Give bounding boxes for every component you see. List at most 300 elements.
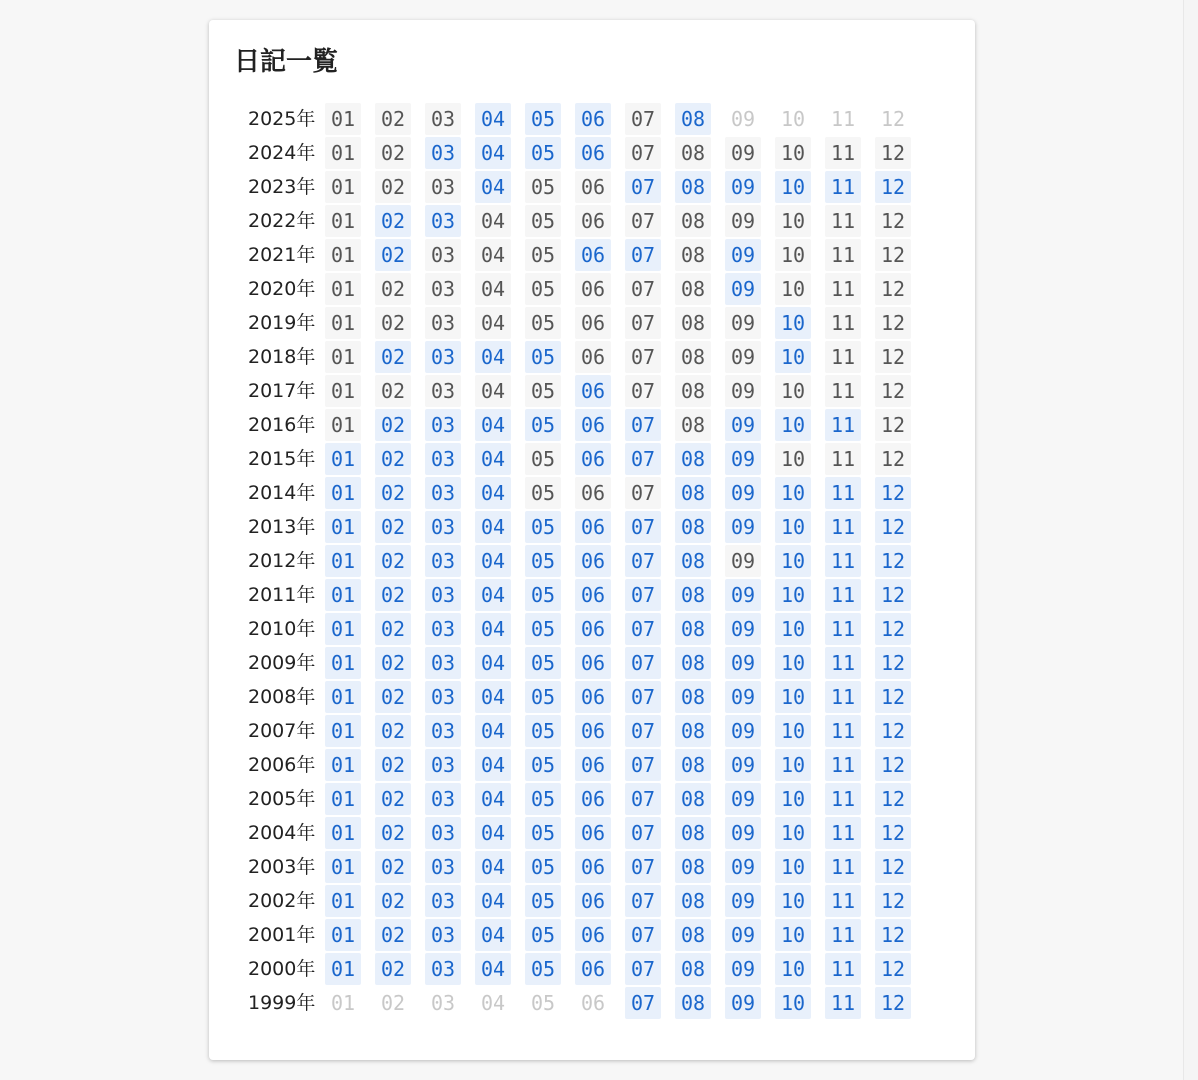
month-link-2005-02[interactable]: 02 bbox=[375, 783, 411, 815]
month-link-2006-01[interactable]: 01 bbox=[325, 749, 361, 781]
month-link-2007-04[interactable]: 04 bbox=[475, 715, 511, 747]
month-link-2021-07[interactable]: 07 bbox=[625, 239, 661, 271]
month-link-2005-01[interactable]: 01 bbox=[325, 783, 361, 815]
month-link-2012-10[interactable]: 10 bbox=[775, 545, 811, 577]
month-link-2015-03[interactable]: 03 bbox=[425, 443, 461, 475]
month-cell-2020-12: 12 bbox=[875, 273, 911, 305]
month-link-2024-04[interactable]: 04 bbox=[475, 137, 511, 169]
month-link-2002-01[interactable]: 01 bbox=[325, 885, 361, 917]
month-link-2012-07[interactable]: 07 bbox=[625, 545, 661, 577]
month-cell-2020-08: 08 bbox=[675, 273, 711, 305]
month-link-2003-01[interactable]: 01 bbox=[325, 851, 361, 883]
month-cell-2019-05: 05 bbox=[525, 307, 561, 339]
month-link-2009-06[interactable]: 06 bbox=[575, 647, 611, 679]
month-link-2010-05[interactable]: 05 bbox=[525, 613, 561, 645]
year-row-2000 bbox=[248, 952, 925, 986]
month-link-1999-07[interactable]: 07 bbox=[625, 987, 661, 1019]
month-link-2011-07[interactable]: 07 bbox=[625, 579, 661, 611]
year-row-2005 bbox=[248, 782, 925, 816]
month-link-2003-10[interactable]: 10 bbox=[775, 851, 811, 883]
month-link-2002-11[interactable]: 11 bbox=[825, 885, 861, 917]
month-link-2004-05[interactable]: 05 bbox=[525, 817, 561, 849]
month-cell-2020-05: 05 bbox=[525, 273, 561, 305]
month-link-2000-03[interactable]: 03 bbox=[425, 953, 461, 985]
month-link-2000-04[interactable]: 04 bbox=[475, 953, 511, 985]
month-link-2004-09[interactable]: 09 bbox=[725, 817, 761, 849]
month-link-1999-11[interactable]: 11 bbox=[825, 987, 861, 1019]
month-link-1999-08[interactable]: 08 bbox=[675, 987, 711, 1019]
year-row-1999 bbox=[248, 986, 925, 1020]
month-link-2021-09[interactable]: 09 bbox=[725, 239, 761, 271]
month-link-2002-07[interactable]: 07 bbox=[625, 885, 661, 917]
year-suffix: 年 bbox=[296, 550, 316, 572]
month-link-2004-04[interactable]: 04 bbox=[475, 817, 511, 849]
month-link-2005-04[interactable]: 04 bbox=[475, 783, 511, 815]
month-link-2024-03[interactable]: 03 bbox=[425, 137, 461, 169]
month-cell-2019-06: 06 bbox=[575, 307, 611, 339]
year-label bbox=[248, 850, 325, 884]
year-label bbox=[248, 714, 325, 748]
month-link-2006-02[interactable]: 02 bbox=[375, 749, 411, 781]
month-link-2007-03[interactable]: 03 bbox=[425, 715, 461, 747]
month-link-2008-07[interactable]: 07 bbox=[625, 681, 661, 713]
month-link-2003-04[interactable]: 04 bbox=[475, 851, 511, 883]
month-link-2006-11[interactable]: 11 bbox=[825, 749, 861, 781]
year-number: 2008 bbox=[248, 686, 297, 708]
month-link-2012-03[interactable]: 03 bbox=[425, 545, 461, 577]
month-link-2022-02[interactable]: 02 bbox=[375, 205, 411, 237]
year-row-2002 bbox=[248, 884, 925, 918]
month-link-2013-05[interactable]: 05 bbox=[525, 511, 561, 543]
month-link-2021-02[interactable]: 02 bbox=[375, 239, 411, 271]
month-link-2015-07[interactable]: 07 bbox=[625, 443, 661, 475]
month-link-2008-05[interactable]: 05 bbox=[525, 681, 561, 713]
month-link-1999-10[interactable]: 10 bbox=[775, 987, 811, 1019]
month-cell-2024-09: 09 bbox=[725, 137, 761, 169]
month-cell-2018-01: 01 bbox=[325, 341, 361, 373]
month-link-2000-10[interactable]: 10 bbox=[775, 953, 811, 985]
month-link-2008-10[interactable]: 10 bbox=[775, 681, 811, 713]
month-link-2000-01[interactable]: 01 bbox=[325, 953, 361, 985]
month-link-2007-12[interactable]: 12 bbox=[875, 715, 911, 747]
month-link-2023-04[interactable]: 04 bbox=[475, 171, 511, 203]
month-link-2009-11[interactable]: 11 bbox=[825, 647, 861, 679]
month-link-2000-09[interactable]: 09 bbox=[725, 953, 761, 985]
month-link-2011-08[interactable]: 08 bbox=[675, 579, 711, 611]
month-link-2016-02[interactable]: 02 bbox=[375, 409, 411, 441]
month-link-2019-10[interactable]: 10 bbox=[775, 307, 811, 339]
month-link-2000-11[interactable]: 11 bbox=[825, 953, 861, 985]
month-link-2011-04[interactable]: 04 bbox=[475, 579, 511, 611]
month-link-2009-08[interactable]: 08 bbox=[675, 647, 711, 679]
month-link-2001-04[interactable]: 04 bbox=[475, 919, 511, 951]
month-cell-2019-08: 08 bbox=[675, 307, 711, 339]
month-link-2011-02[interactable]: 02 bbox=[375, 579, 411, 611]
month-link-2008-03[interactable]: 03 bbox=[425, 681, 461, 713]
month-link-2011-12[interactable]: 12 bbox=[875, 579, 911, 611]
year-row-2025 bbox=[248, 102, 925, 136]
month-link-2014-09[interactable]: 09 bbox=[725, 477, 761, 509]
month-link-2005-06[interactable]: 06 bbox=[575, 783, 611, 815]
month-cell-2022-10: 10 bbox=[775, 205, 811, 237]
month-link-2005-11[interactable]: 11 bbox=[825, 783, 861, 815]
month-link-2013-06[interactable]: 06 bbox=[575, 511, 611, 543]
month-cell-2018-07: 07 bbox=[625, 341, 661, 373]
month-cell-2017-09: 09 bbox=[725, 375, 761, 407]
month-link-2007-10[interactable]: 10 bbox=[775, 715, 811, 747]
month-link-2001-08[interactable]: 08 bbox=[675, 919, 711, 951]
month-link-2012-08[interactable]: 08 bbox=[675, 545, 711, 577]
month-link-2000-06[interactable]: 06 bbox=[575, 953, 611, 985]
year-suffix: 年 bbox=[296, 992, 316, 1014]
month-link-2010-09[interactable]: 09 bbox=[725, 613, 761, 645]
month-link-2004-01[interactable]: 01 bbox=[325, 817, 361, 849]
month-cell-2024-12: 12 bbox=[875, 137, 911, 169]
month-link-2006-04[interactable]: 04 bbox=[475, 749, 511, 781]
month-link-2003-11[interactable]: 11 bbox=[825, 851, 861, 883]
month-link-2006-03[interactable]: 03 bbox=[425, 749, 461, 781]
month-link-2006-06[interactable]: 06 bbox=[575, 749, 611, 781]
month-link-2009-02[interactable]: 02 bbox=[375, 647, 411, 679]
month-link-2004-10[interactable]: 10 bbox=[775, 817, 811, 849]
month-cell-2025-09: 09 bbox=[730, 107, 756, 131]
year-suffix: 年 bbox=[296, 618, 316, 640]
month-link-2014-08[interactable]: 08 bbox=[675, 477, 711, 509]
month-link-2008-04[interactable]: 04 bbox=[475, 681, 511, 713]
month-cell-2016-01: 01 bbox=[325, 409, 361, 441]
year-label bbox=[248, 102, 325, 136]
month-link-2018-05[interactable]: 05 bbox=[525, 341, 561, 373]
month-link-2013-10[interactable]: 10 bbox=[775, 511, 811, 543]
year-label bbox=[248, 918, 325, 952]
month-link-2007-11[interactable]: 11 bbox=[825, 715, 861, 747]
year-number: 2017 bbox=[248, 380, 297, 402]
year-number: 2019 bbox=[248, 312, 297, 334]
month-link-2023-10[interactable]: 10 bbox=[775, 171, 811, 203]
month-link-2013-08[interactable]: 08 bbox=[675, 511, 711, 543]
month-link-2001-07[interactable]: 07 bbox=[625, 919, 661, 951]
month-link-2008-12[interactable]: 12 bbox=[875, 681, 911, 713]
month-link-2011-10[interactable]: 10 bbox=[775, 579, 811, 611]
month-link-2009-09[interactable]: 09 bbox=[725, 647, 761, 679]
month-link-2001-01[interactable]: 01 bbox=[325, 919, 361, 951]
year-label bbox=[248, 476, 325, 510]
month-link-2007-07[interactable]: 07 bbox=[625, 715, 661, 747]
month-link-2012-12[interactable]: 12 bbox=[875, 545, 911, 577]
month-cell-2024-07: 07 bbox=[625, 137, 661, 169]
month-link-2008-11[interactable]: 11 bbox=[825, 681, 861, 713]
month-link-2015-08[interactable]: 08 bbox=[675, 443, 711, 475]
month-link-2015-02[interactable]: 02 bbox=[375, 443, 411, 475]
year-label bbox=[248, 646, 325, 680]
month-link-2010-10[interactable]: 10 bbox=[775, 613, 811, 645]
month-cell-2024-10: 10 bbox=[775, 137, 811, 169]
month-link-2003-07[interactable]: 07 bbox=[625, 851, 661, 883]
month-link-2011-01[interactable]: 01 bbox=[325, 579, 361, 611]
month-link-2011-05[interactable]: 05 bbox=[525, 579, 561, 611]
month-link-2011-09[interactable]: 09 bbox=[725, 579, 761, 611]
month-link-2010-03[interactable]: 03 bbox=[425, 613, 461, 645]
month-link-2000-05[interactable]: 05 bbox=[525, 953, 561, 985]
month-link-2014-02[interactable]: 02 bbox=[375, 477, 411, 509]
month-link-2007-08[interactable]: 08 bbox=[675, 715, 711, 747]
month-link-2009-04[interactable]: 04 bbox=[475, 647, 511, 679]
month-link-2007-06[interactable]: 06 bbox=[575, 715, 611, 747]
month-link-2018-10[interactable]: 10 bbox=[775, 341, 811, 373]
month-link-2006-05[interactable]: 05 bbox=[525, 749, 561, 781]
month-link-2010-01[interactable]: 01 bbox=[325, 613, 361, 645]
month-link-2010-02[interactable]: 02 bbox=[375, 613, 411, 645]
month-link-2014-03[interactable]: 03 bbox=[425, 477, 461, 509]
month-link-2005-08[interactable]: 08 bbox=[675, 783, 711, 815]
month-link-2006-07[interactable]: 07 bbox=[625, 749, 661, 781]
month-link-2012-06[interactable]: 06 bbox=[575, 545, 611, 577]
year-row-2012 bbox=[248, 544, 925, 578]
month-link-2016-05[interactable]: 05 bbox=[525, 409, 561, 441]
year-row-2022 bbox=[248, 204, 925, 238]
month-link-2001-06[interactable]: 06 bbox=[575, 919, 611, 951]
year-number: 2021 bbox=[248, 244, 297, 266]
year-row-2020 bbox=[248, 272, 925, 306]
month-link-2004-12[interactable]: 12 bbox=[875, 817, 911, 849]
month-link-2001-09[interactable]: 09 bbox=[725, 919, 761, 951]
month-link-2016-07[interactable]: 07 bbox=[625, 409, 661, 441]
month-link-2001-02[interactable]: 02 bbox=[375, 919, 411, 951]
month-link-1999-09[interactable]: 09 bbox=[725, 987, 761, 1019]
year-label bbox=[248, 306, 325, 340]
month-link-2015-01[interactable]: 01 bbox=[325, 443, 361, 475]
month-link-2016-10[interactable]: 10 bbox=[775, 409, 811, 441]
month-link-2001-10[interactable]: 10 bbox=[775, 919, 811, 951]
month-link-2015-04[interactable]: 04 bbox=[475, 443, 511, 475]
month-link-2014-11[interactable]: 11 bbox=[825, 477, 861, 509]
month-link-2013-02[interactable]: 02 bbox=[375, 511, 411, 543]
month-link-2004-06[interactable]: 06 bbox=[575, 817, 611, 849]
month-link-2000-07[interactable]: 07 bbox=[625, 953, 661, 985]
month-link-2002-09[interactable]: 09 bbox=[725, 885, 761, 917]
month-link-2011-06[interactable]: 06 bbox=[575, 579, 611, 611]
month-link-2007-09[interactable]: 09 bbox=[725, 715, 761, 747]
month-cell-2017-08: 08 bbox=[675, 375, 711, 407]
month-link-2004-02[interactable]: 02 bbox=[375, 817, 411, 849]
month-link-2010-06[interactable]: 06 bbox=[575, 613, 611, 645]
month-link-2002-08[interactable]: 08 bbox=[675, 885, 711, 917]
month-link-2012-11[interactable]: 11 bbox=[825, 545, 861, 577]
month-link-2016-04[interactable]: 04 bbox=[475, 409, 511, 441]
month-link-2018-04[interactable]: 04 bbox=[475, 341, 511, 373]
month-link-2005-10[interactable]: 10 bbox=[775, 783, 811, 815]
month-link-2003-09[interactable]: 09 bbox=[725, 851, 761, 883]
month-link-2001-12[interactable]: 12 bbox=[875, 919, 911, 951]
month-link-2013-03[interactable]: 03 bbox=[425, 511, 461, 543]
year-suffix: 年 bbox=[296, 312, 316, 334]
month-link-2025-05[interactable]: 05 bbox=[525, 103, 561, 135]
month-link-2005-12[interactable]: 12 bbox=[875, 783, 911, 815]
month-link-2024-06[interactable]: 06 bbox=[575, 137, 611, 169]
year-row-2004 bbox=[248, 816, 925, 850]
month-link-2023-09[interactable]: 09 bbox=[725, 171, 761, 203]
month-link-2016-11[interactable]: 11 bbox=[825, 409, 861, 441]
month-cell-2024-08: 08 bbox=[675, 137, 711, 169]
year-label bbox=[248, 816, 325, 850]
page-title: 日記一覧 bbox=[234, 47, 339, 77]
month-link-2002-03[interactable]: 03 bbox=[425, 885, 461, 917]
month-link-2009-01[interactable]: 01 bbox=[325, 647, 361, 679]
month-cell-2016-08: 08 bbox=[675, 409, 711, 441]
month-link-2014-10[interactable]: 10 bbox=[775, 477, 811, 509]
month-link-2008-02[interactable]: 02 bbox=[375, 681, 411, 713]
month-link-2010-08[interactable]: 08 bbox=[675, 613, 711, 645]
year-suffix: 年 bbox=[296, 924, 316, 946]
month-link-2000-08[interactable]: 08 bbox=[675, 953, 711, 985]
month-link-2018-03[interactable]: 03 bbox=[425, 341, 461, 373]
month-link-2003-05[interactable]: 05 bbox=[525, 851, 561, 883]
month-cell-1999-02: 02 bbox=[380, 991, 406, 1015]
month-link-2002-12[interactable]: 12 bbox=[875, 885, 911, 917]
month-link-2010-04[interactable]: 04 bbox=[475, 613, 511, 645]
year-label bbox=[248, 986, 325, 1020]
year-suffix: 年 bbox=[296, 346, 316, 368]
year-row-2014 bbox=[248, 476, 925, 510]
month-link-2006-08[interactable]: 08 bbox=[675, 749, 711, 781]
month-cell-2020-04: 04 bbox=[475, 273, 511, 305]
month-link-2012-05[interactable]: 05 bbox=[525, 545, 561, 577]
month-cell-2015-10: 10 bbox=[775, 443, 811, 475]
month-link-2003-12[interactable]: 12 bbox=[875, 851, 911, 883]
year-number: 2014 bbox=[248, 482, 297, 504]
month-link-2003-08[interactable]: 08 bbox=[675, 851, 711, 883]
month-link-2010-12[interactable]: 12 bbox=[875, 613, 911, 645]
year-row-2016 bbox=[248, 408, 925, 442]
month-cell-2020-06: 06 bbox=[575, 273, 611, 305]
month-link-2003-03[interactable]: 03 bbox=[425, 851, 461, 883]
month-link-2016-03[interactable]: 03 bbox=[425, 409, 461, 441]
month-link-2001-05[interactable]: 05 bbox=[525, 919, 561, 951]
month-link-2009-03[interactable]: 03 bbox=[425, 647, 461, 679]
month-link-2009-07[interactable]: 07 bbox=[625, 647, 661, 679]
month-link-2023-07[interactable]: 07 bbox=[625, 171, 661, 203]
month-cell-2018-12: 12 bbox=[875, 341, 911, 373]
month-cell-2022-07: 07 bbox=[625, 205, 661, 237]
year-row-2003 bbox=[248, 850, 925, 884]
year-suffix: 年 bbox=[296, 958, 316, 980]
month-link-2004-08[interactable]: 08 bbox=[675, 817, 711, 849]
month-link-2004-03[interactable]: 03 bbox=[425, 817, 461, 849]
year-label bbox=[248, 612, 325, 646]
month-link-2002-05[interactable]: 05 bbox=[525, 885, 561, 917]
month-link-2001-11[interactable]: 11 bbox=[825, 919, 861, 951]
month-link-2011-11[interactable]: 11 bbox=[825, 579, 861, 611]
month-link-2007-05[interactable]: 05 bbox=[525, 715, 561, 747]
year-label bbox=[248, 680, 325, 714]
month-link-2016-06[interactable]: 06 bbox=[575, 409, 611, 441]
month-link-2006-12[interactable]: 12 bbox=[875, 749, 911, 781]
month-link-2000-02[interactable]: 02 bbox=[375, 953, 411, 985]
month-link-2010-07[interactable]: 07 bbox=[625, 613, 661, 645]
month-link-2004-07[interactable]: 07 bbox=[625, 817, 661, 849]
month-link-2010-11[interactable]: 11 bbox=[825, 613, 861, 645]
month-link-2012-01[interactable]: 01 bbox=[325, 545, 361, 577]
month-link-2003-06[interactable]: 06 bbox=[575, 851, 611, 883]
month-link-2015-06[interactable]: 06 bbox=[575, 443, 611, 475]
year-label bbox=[248, 170, 325, 204]
month-cell-1999-03: 03 bbox=[430, 991, 456, 1015]
month-link-2002-10[interactable]: 10 bbox=[775, 885, 811, 917]
month-link-2018-02[interactable]: 02 bbox=[375, 341, 411, 373]
month-link-1999-12[interactable]: 12 bbox=[875, 987, 911, 1019]
month-link-2003-02[interactable]: 02 bbox=[375, 851, 411, 883]
year-number: 2010 bbox=[248, 618, 297, 640]
month-link-2005-09[interactable]: 09 bbox=[725, 783, 761, 815]
month-link-2007-02[interactable]: 02 bbox=[375, 715, 411, 747]
month-link-2004-11[interactable]: 11 bbox=[825, 817, 861, 849]
month-link-2005-07[interactable]: 07 bbox=[625, 783, 661, 815]
month-link-2012-04[interactable]: 04 bbox=[475, 545, 511, 577]
month-link-2013-12[interactable]: 12 bbox=[875, 511, 911, 543]
month-cell-2025-03: 03 bbox=[425, 103, 461, 135]
month-link-2013-01[interactable]: 01 bbox=[325, 511, 361, 543]
month-link-2025-04[interactable]: 04 bbox=[475, 103, 511, 135]
month-link-2002-02[interactable]: 02 bbox=[375, 885, 411, 917]
month-link-2013-07[interactable]: 07 bbox=[625, 511, 661, 543]
month-link-2007-01[interactable]: 01 bbox=[325, 715, 361, 747]
month-link-2005-05[interactable]: 05 bbox=[525, 783, 561, 815]
month-link-2022-03[interactable]: 03 bbox=[425, 205, 461, 237]
month-link-2025-08[interactable]: 08 bbox=[675, 103, 711, 135]
month-link-2025-06[interactable]: 06 bbox=[575, 103, 611, 135]
month-link-2006-10[interactable]: 10 bbox=[775, 749, 811, 781]
month-link-2013-04[interactable]: 04 bbox=[475, 511, 511, 543]
month-link-2020-09[interactable]: 09 bbox=[725, 273, 761, 305]
page-scrollbar[interactable] bbox=[1183, 0, 1198, 1080]
month-link-2017-06[interactable]: 06 bbox=[575, 375, 611, 407]
month-link-2023-11[interactable]: 11 bbox=[825, 171, 861, 203]
month-link-2002-06[interactable]: 06 bbox=[575, 885, 611, 917]
month-link-2008-01[interactable]: 01 bbox=[325, 681, 361, 713]
month-link-2014-01[interactable]: 01 bbox=[325, 477, 361, 509]
month-cell-2022-08: 08 bbox=[675, 205, 711, 237]
month-link-2002-04[interactable]: 04 bbox=[475, 885, 511, 917]
month-link-2023-12[interactable]: 12 bbox=[875, 171, 911, 203]
month-link-2008-06[interactable]: 06 bbox=[575, 681, 611, 713]
month-link-2013-09[interactable]: 09 bbox=[725, 511, 761, 543]
month-link-2008-09[interactable]: 09 bbox=[725, 681, 761, 713]
month-link-2016-09[interactable]: 09 bbox=[725, 409, 761, 441]
month-link-2024-05[interactable]: 05 bbox=[525, 137, 561, 169]
year-suffix: 年 bbox=[296, 244, 316, 266]
month-link-2009-05[interactable]: 05 bbox=[525, 647, 561, 679]
month-link-2006-09[interactable]: 09 bbox=[725, 749, 761, 781]
month-link-2005-03[interactable]: 03 bbox=[425, 783, 461, 815]
month-link-2000-12[interactable]: 12 bbox=[875, 953, 911, 985]
month-link-2012-02[interactable]: 02 bbox=[375, 545, 411, 577]
year-label bbox=[248, 204, 325, 238]
month-link-2009-12[interactable]: 12 bbox=[875, 647, 911, 679]
month-link-2008-08[interactable]: 08 bbox=[675, 681, 711, 713]
month-link-2015-09[interactable]: 09 bbox=[725, 443, 761, 475]
month-link-2013-11[interactable]: 11 bbox=[825, 511, 861, 543]
month-cell-2015-05: 05 bbox=[525, 443, 561, 475]
month-link-2014-04[interactable]: 04 bbox=[475, 477, 511, 509]
month-cell-2015-11: 11 bbox=[825, 443, 861, 475]
month-link-2009-10[interactable]: 10 bbox=[775, 647, 811, 679]
month-link-2021-06[interactable]: 06 bbox=[575, 239, 611, 271]
month-link-2023-08[interactable]: 08 bbox=[675, 171, 711, 203]
month-link-2011-03[interactable]: 03 bbox=[425, 579, 461, 611]
month-link-2014-12[interactable]: 12 bbox=[875, 477, 911, 509]
year-suffix: 年 bbox=[296, 686, 316, 708]
month-link-2001-03[interactable]: 03 bbox=[425, 919, 461, 951]
